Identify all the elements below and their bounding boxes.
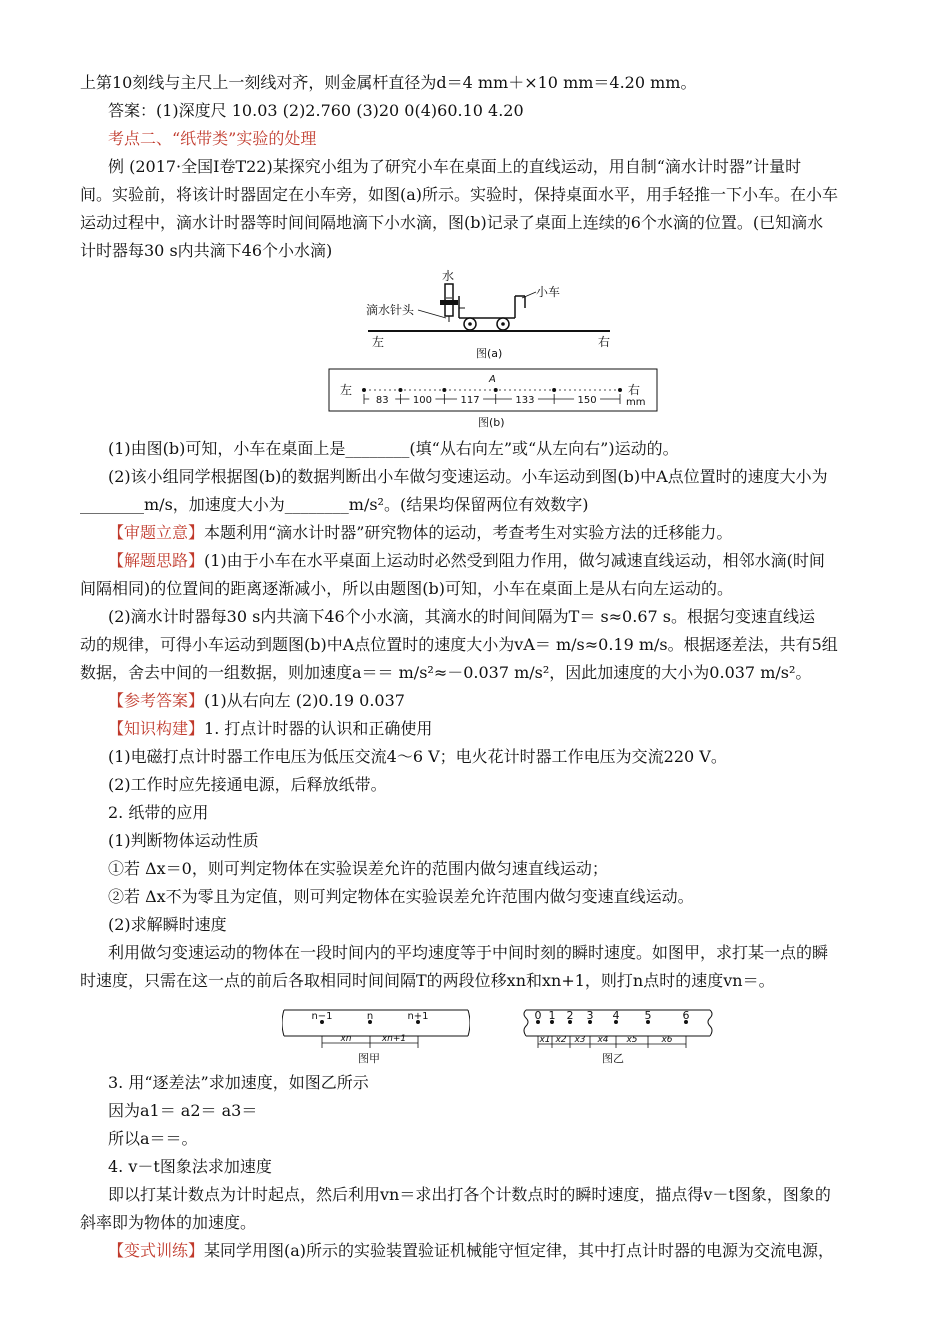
tape-point-label: 4	[612, 1009, 620, 1022]
text-line: (2)滴水计时器每30 s内共滴下46个小水滴，其滴水的时间间隔为T＝ s≈0.67 s。根据匀变速直线运	[108, 607, 815, 626]
segment-label: x5	[626, 1035, 638, 1045]
figure-yi	[520, 998, 720, 1068]
segment-length-label: 117	[460, 395, 480, 406]
text-line: (1)判断物体运动性质	[108, 831, 259, 850]
drop-point	[494, 388, 498, 392]
figure-a-water-label: 水	[442, 269, 455, 283]
figure-a	[360, 268, 620, 360]
text-line: (2)求解瞬时速度	[108, 915, 227, 934]
figure-a-nozzle-label: 滴水针头	[366, 303, 415, 317]
segment-label: x1	[539, 1035, 551, 1045]
text-line: 动的规律，可得小车运动到题图(b)中A点位置时的速度大小为vA＝ m/s≈0.19 m/s。根据逐差法，共有5组	[80, 635, 838, 654]
figure-b-left-label: 左	[340, 383, 353, 397]
answer-line: 答案：(1)深度尺 10.03 (2)2.760 (3)20 0(4)60.10 4.20	[108, 101, 524, 120]
tape-point-label: 6	[682, 1009, 690, 1022]
text-line: 4. v－t图象法求加速度	[108, 1157, 272, 1176]
tape-point-label: n−1	[311, 1011, 333, 1022]
drop-point	[398, 388, 402, 392]
segment-length-label: 83	[375, 395, 389, 406]
figure-jia	[282, 998, 470, 1068]
section-tag: 【审题立意】	[108, 523, 205, 542]
text-line: 数据，舍去中间的一组数据，则加速度a＝＝ m/s²≈－0.037 m/s²，因此加速度的大小为0.037 m/s²。	[80, 663, 812, 682]
figure-a-right-label: 右	[598, 335, 611, 349]
figure-yi-caption: 图乙	[602, 1052, 624, 1065]
figure-b	[328, 368, 660, 432]
section-tag: 【变式训练】	[108, 1241, 205, 1260]
segment-label: x6	[661, 1035, 673, 1045]
question-2: (2)该小组同学根据图(b)的数据判断出小车做匀变速运动。小车运动到图(b)中A点位置时的速度大小为	[108, 467, 828, 486]
figure-b-unit: mm	[626, 397, 646, 408]
text-line: 例 (2017·全国Ⅰ卷T22)某探究小组为了研究小车在桌面上的直线运动，用自制“滴水计时器”计量时	[108, 157, 802, 176]
reference-answer: 【参考答案】(1)从右向左 (2)0.19 0.037	[108, 691, 405, 710]
tape-point-label: 1	[548, 1009, 556, 1022]
figure-a-left-label: 左	[372, 335, 385, 349]
text-line: 所以a＝＝。	[108, 1129, 198, 1148]
figure-jia-caption: 图甲	[358, 1052, 380, 1065]
figure-b-caption: 图(b)	[478, 416, 505, 429]
text-line: (1)电磁打点计时器工作电压为低压交流4～6 V；电火花计时器工作电压为交流220 V。	[108, 747, 727, 766]
question-1: (1)由图(b)可知，小车在桌面上是________(填“从右向左”或“从左向右”)运动的。	[108, 439, 679, 458]
text-line: 2. 纸带的应用	[108, 803, 209, 822]
tape-point-label: 3	[586, 1009, 594, 1022]
text-line: 因为a1＝ a2＝ a3＝	[108, 1101, 258, 1120]
text-line: 运动过程中，滴水计时器等时间间隔地滴下小水滴，图(b)记录了桌面上连续的6个水滴的位置。(已知滴水	[80, 213, 824, 232]
tape-point-label: 2	[566, 1009, 574, 1022]
tape-point-label: n+1	[407, 1011, 429, 1022]
segment-label: xn+1	[381, 1034, 407, 1044]
segment-length-label: 133	[515, 395, 535, 406]
drop-point	[362, 388, 366, 392]
tape-point-label: 5	[644, 1009, 652, 1022]
review-intent: 【审题立意】本题利用“滴水计时器”研究物体的运动，考查考生对实验方法的迁移能力。	[108, 523, 733, 542]
tape-point-label: n	[366, 1011, 374, 1022]
drop-point	[552, 388, 556, 392]
drop-point	[618, 388, 622, 392]
text-line: 3. 用“逐差法”求加速度，如图乙所示	[108, 1073, 369, 1092]
figure-b-right-label: 右	[628, 383, 641, 397]
text-line: ①若 Δx＝0，则可判定物体在实验误差允许的范围内做匀速直线运动；	[108, 859, 608, 878]
text-line: 时速度，只需在这一点的前后各取相同时间间隔T的两段位移xn和xn+1，则打n点时的速度vn＝。	[80, 971, 775, 990]
section-heading: 考点二、“纸带类”实验的处理	[108, 129, 317, 148]
solution-idea: 【解题思路】(1)由于小车在水平桌面上运动时必然受到阻力作用，做匀减速直线运动，相邻水滴(时间	[108, 551, 825, 570]
tape-point-label: 0	[534, 1009, 542, 1022]
text-line: 间。实验前，将该计时器固定在小车旁，如图(a)所示。实验时，保持桌面水平，用手轻推一下小车。在小车	[80, 185, 839, 204]
segment-length-label: 150	[577, 395, 597, 406]
text-line: (2)工作时应先接通电源，后释放纸带。	[108, 775, 387, 794]
section-tag: 【知识构建】	[108, 719, 205, 738]
segment-label: x3	[574, 1035, 586, 1045]
knowledge-construction: 【知识构建】1. 打点计时器的认识和正确使用	[108, 719, 433, 738]
figure-b-point-a-label: A	[489, 374, 496, 385]
segment-label: x4	[597, 1035, 609, 1045]
segment-length-label: 100	[412, 395, 432, 406]
text-line: 上第10刻线与主尺上一刻线对齐，则金属杆直径为d＝4 mm＋×10 mm＝4.20 mm。	[80, 73, 697, 92]
section-tag: 【解题思路】	[108, 551, 205, 570]
segment-label: x2	[555, 1035, 567, 1045]
text-line: ________m/s，加速度大小为________m/s²。(结果均保留两位有效数字)	[80, 495, 589, 514]
text-line: 斜率即为物体的加速度。	[80, 1213, 257, 1232]
text-line: ②若 Δx不为零且为定值，则可判定物体在实验误差允许范围内做匀变速直线运动。	[108, 887, 694, 906]
figure-a-caption: 图(a)	[476, 347, 503, 360]
text-line: 即以打某计数点为计时起点，然后利用vn＝求出打各个计数点时的瞬时速度，描点得v－t图象，图象的	[108, 1185, 831, 1204]
section-tag: 【参考答案】	[108, 691, 205, 710]
text-line: 计时器每30 s内共滴下46个小水滴)	[80, 241, 333, 260]
segment-label: xn	[340, 1034, 352, 1044]
variant-training: 【变式训练】某同学用图(a)所示的实验装置验证机械能守恒定律，其中打点计时器的电源为交流电源，	[108, 1241, 835, 1260]
figure-a-cart-label: 小车	[536, 285, 561, 299]
text-line: 利用做匀变速运动的物体在一段时间内的平均速度等于中间时刻的瞬时速度。如图甲，求打某一点的瞬	[108, 943, 829, 962]
text-line: 间隔相同)的位置间的距离逐渐减小，所以由题图(b)可知，小车在桌面上是从右向左运动的。	[80, 579, 733, 598]
drop-point	[442, 388, 446, 392]
